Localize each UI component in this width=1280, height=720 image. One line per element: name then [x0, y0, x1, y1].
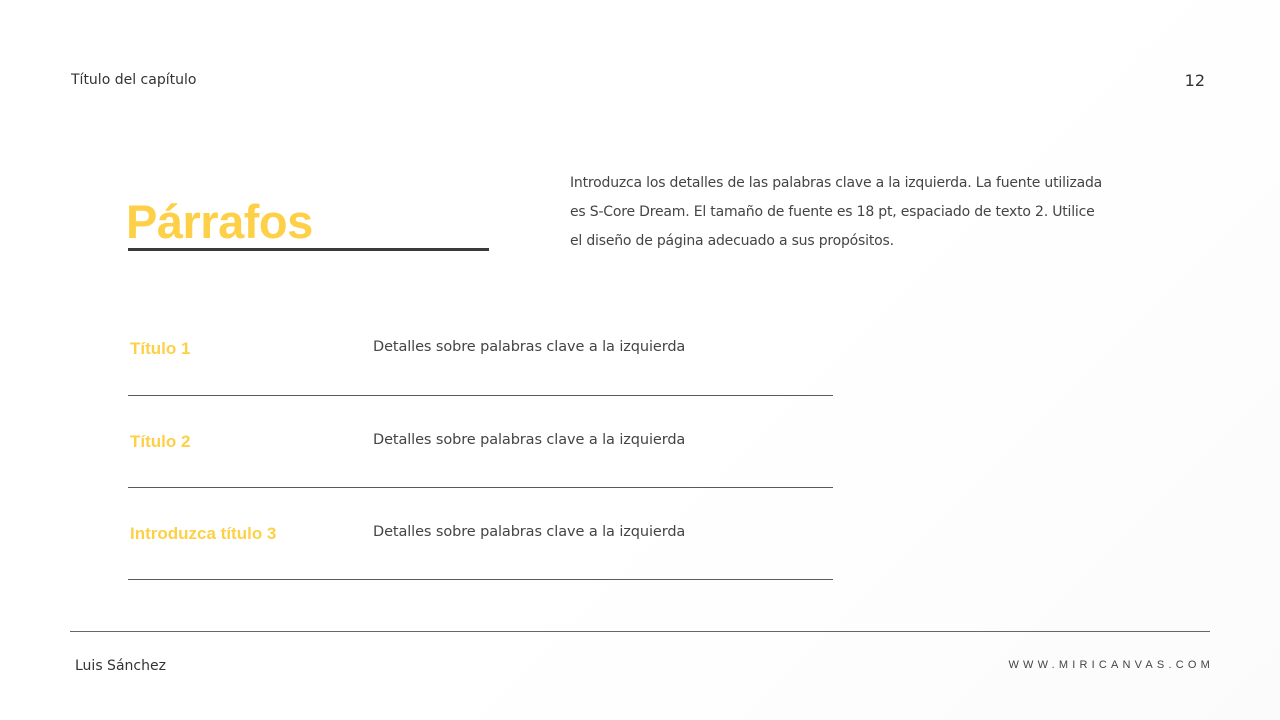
row-divider-2 [128, 487, 833, 488]
author-name: Luis Sánchez [75, 658, 166, 674]
row-detail-3: Detalles sobre palabras clave a la izquierda [373, 524, 686, 540]
row-title-2: Título 2 [130, 432, 191, 451]
row-divider-1 [128, 395, 833, 396]
page-title: Párrafos [126, 195, 313, 248]
website-link[interactable]: WWW.MIRICANVAS.COM [1008, 659, 1214, 671]
row-title-1: Título 1 [130, 339, 191, 358]
title-underline [128, 248, 489, 251]
row-detail-1: Detalles sobre palabras clave a la izquierda [373, 339, 686, 355]
row-detail-2: Detalles sobre palabras clave a la izquierda [373, 432, 686, 448]
chapter-title: Título del capítulo [71, 72, 197, 88]
row-title-3: Introduzca título 3 [130, 524, 277, 543]
row-divider-3 [128, 579, 833, 580]
intro-paragraph: Introduzca los detalles de las palabras clave a la izquierda. La fuente utilizada es S-Core Dream. El tamaño de fuente es 18 pt, espaciado de texto 2. Utilice el diseño de página adecuado a sus propósitos. [570, 175, 1103, 249]
footer-divider [70, 631, 1210, 632]
page-number: 12 [1184, 71, 1205, 90]
